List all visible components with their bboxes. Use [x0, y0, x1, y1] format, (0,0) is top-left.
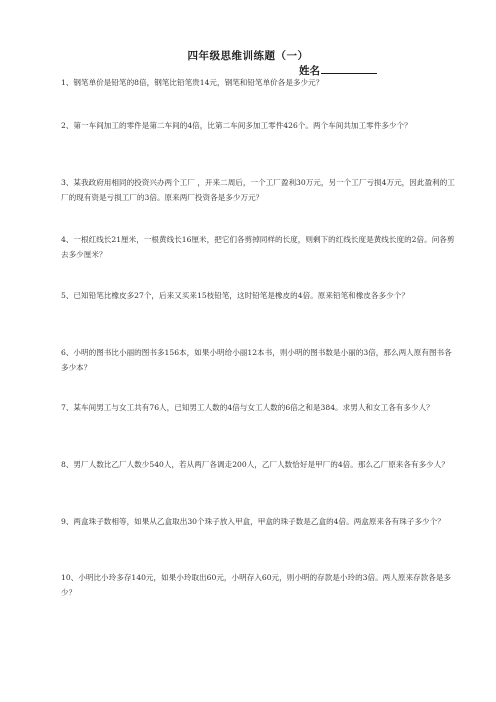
question-4: 4、一根红线长21厘米，一根黄线长16厘米，把它们各剪掉同样的长度，则剩下的红线长度是黄线长度的2倍。问各剪去多少厘米？: [61, 235, 455, 259]
question-5: 5、已知铅笔比橡皮多27个，后来又买来15枝铅笔，这时铅笔是橡皮的4倍。原来铅笔和橡皮各多少个？: [61, 291, 409, 300]
question-8: 8、男厂人数比乙厂人数少540人，若从两厂各调走200人，乙厂人数恰好是甲厂的4倍。那么乙厂原来各有多少人？: [61, 460, 449, 469]
question-10: 10、小明比小玲多存140元，如果小玲取出60元，小明存入60元，则小明的存款是小玲的3倍。两人原来存款各是多少？: [61, 573, 452, 597]
question-2: 2、第一车间加工的零件是第二车间的4倍，比第二车间多加工零件426个。两个车间共加工零件多少个？: [61, 121, 412, 130]
question-3: 3、某我政府用相同的投资兴办两个工厂 ，开来二周后，一个工厂盈利30万元，另一个工厂亏损4万元，因此盈利的工厂的现有资是亏损工厂的3倍。原来两厂投资各是多少万元？: [61, 178, 455, 202]
question-6: 6、小明的图书比小丽的图书多156本，如果小明给小丽12本书，则小明的图书数是小丽的3倍，那么两人原有图书各多少本？: [61, 348, 452, 372]
name-blank-line: [321, 63, 377, 74]
question-9: 9、两盒珠子数相等，如果从乙盒取出30个珠子放入甲盒，甲盒的珠子数是乙盒的4倍。两盒原来各有珠子多少个？: [61, 517, 445, 526]
name-label: 姓名: [299, 65, 320, 77]
page-title: 四年级思维训练题（一）: [187, 50, 309, 62]
question-7: 7、某车间男工与女工共有76人，已知男工人数的4倍与女工人数的6倍之和是384。求男人和女工各有多少人？: [61, 403, 434, 412]
question-1: 1、钢笔单价是铅笔的8倍，钢笔比铅笔贵14元，钢笔和铅笔单价各是多少元？: [61, 78, 324, 87]
